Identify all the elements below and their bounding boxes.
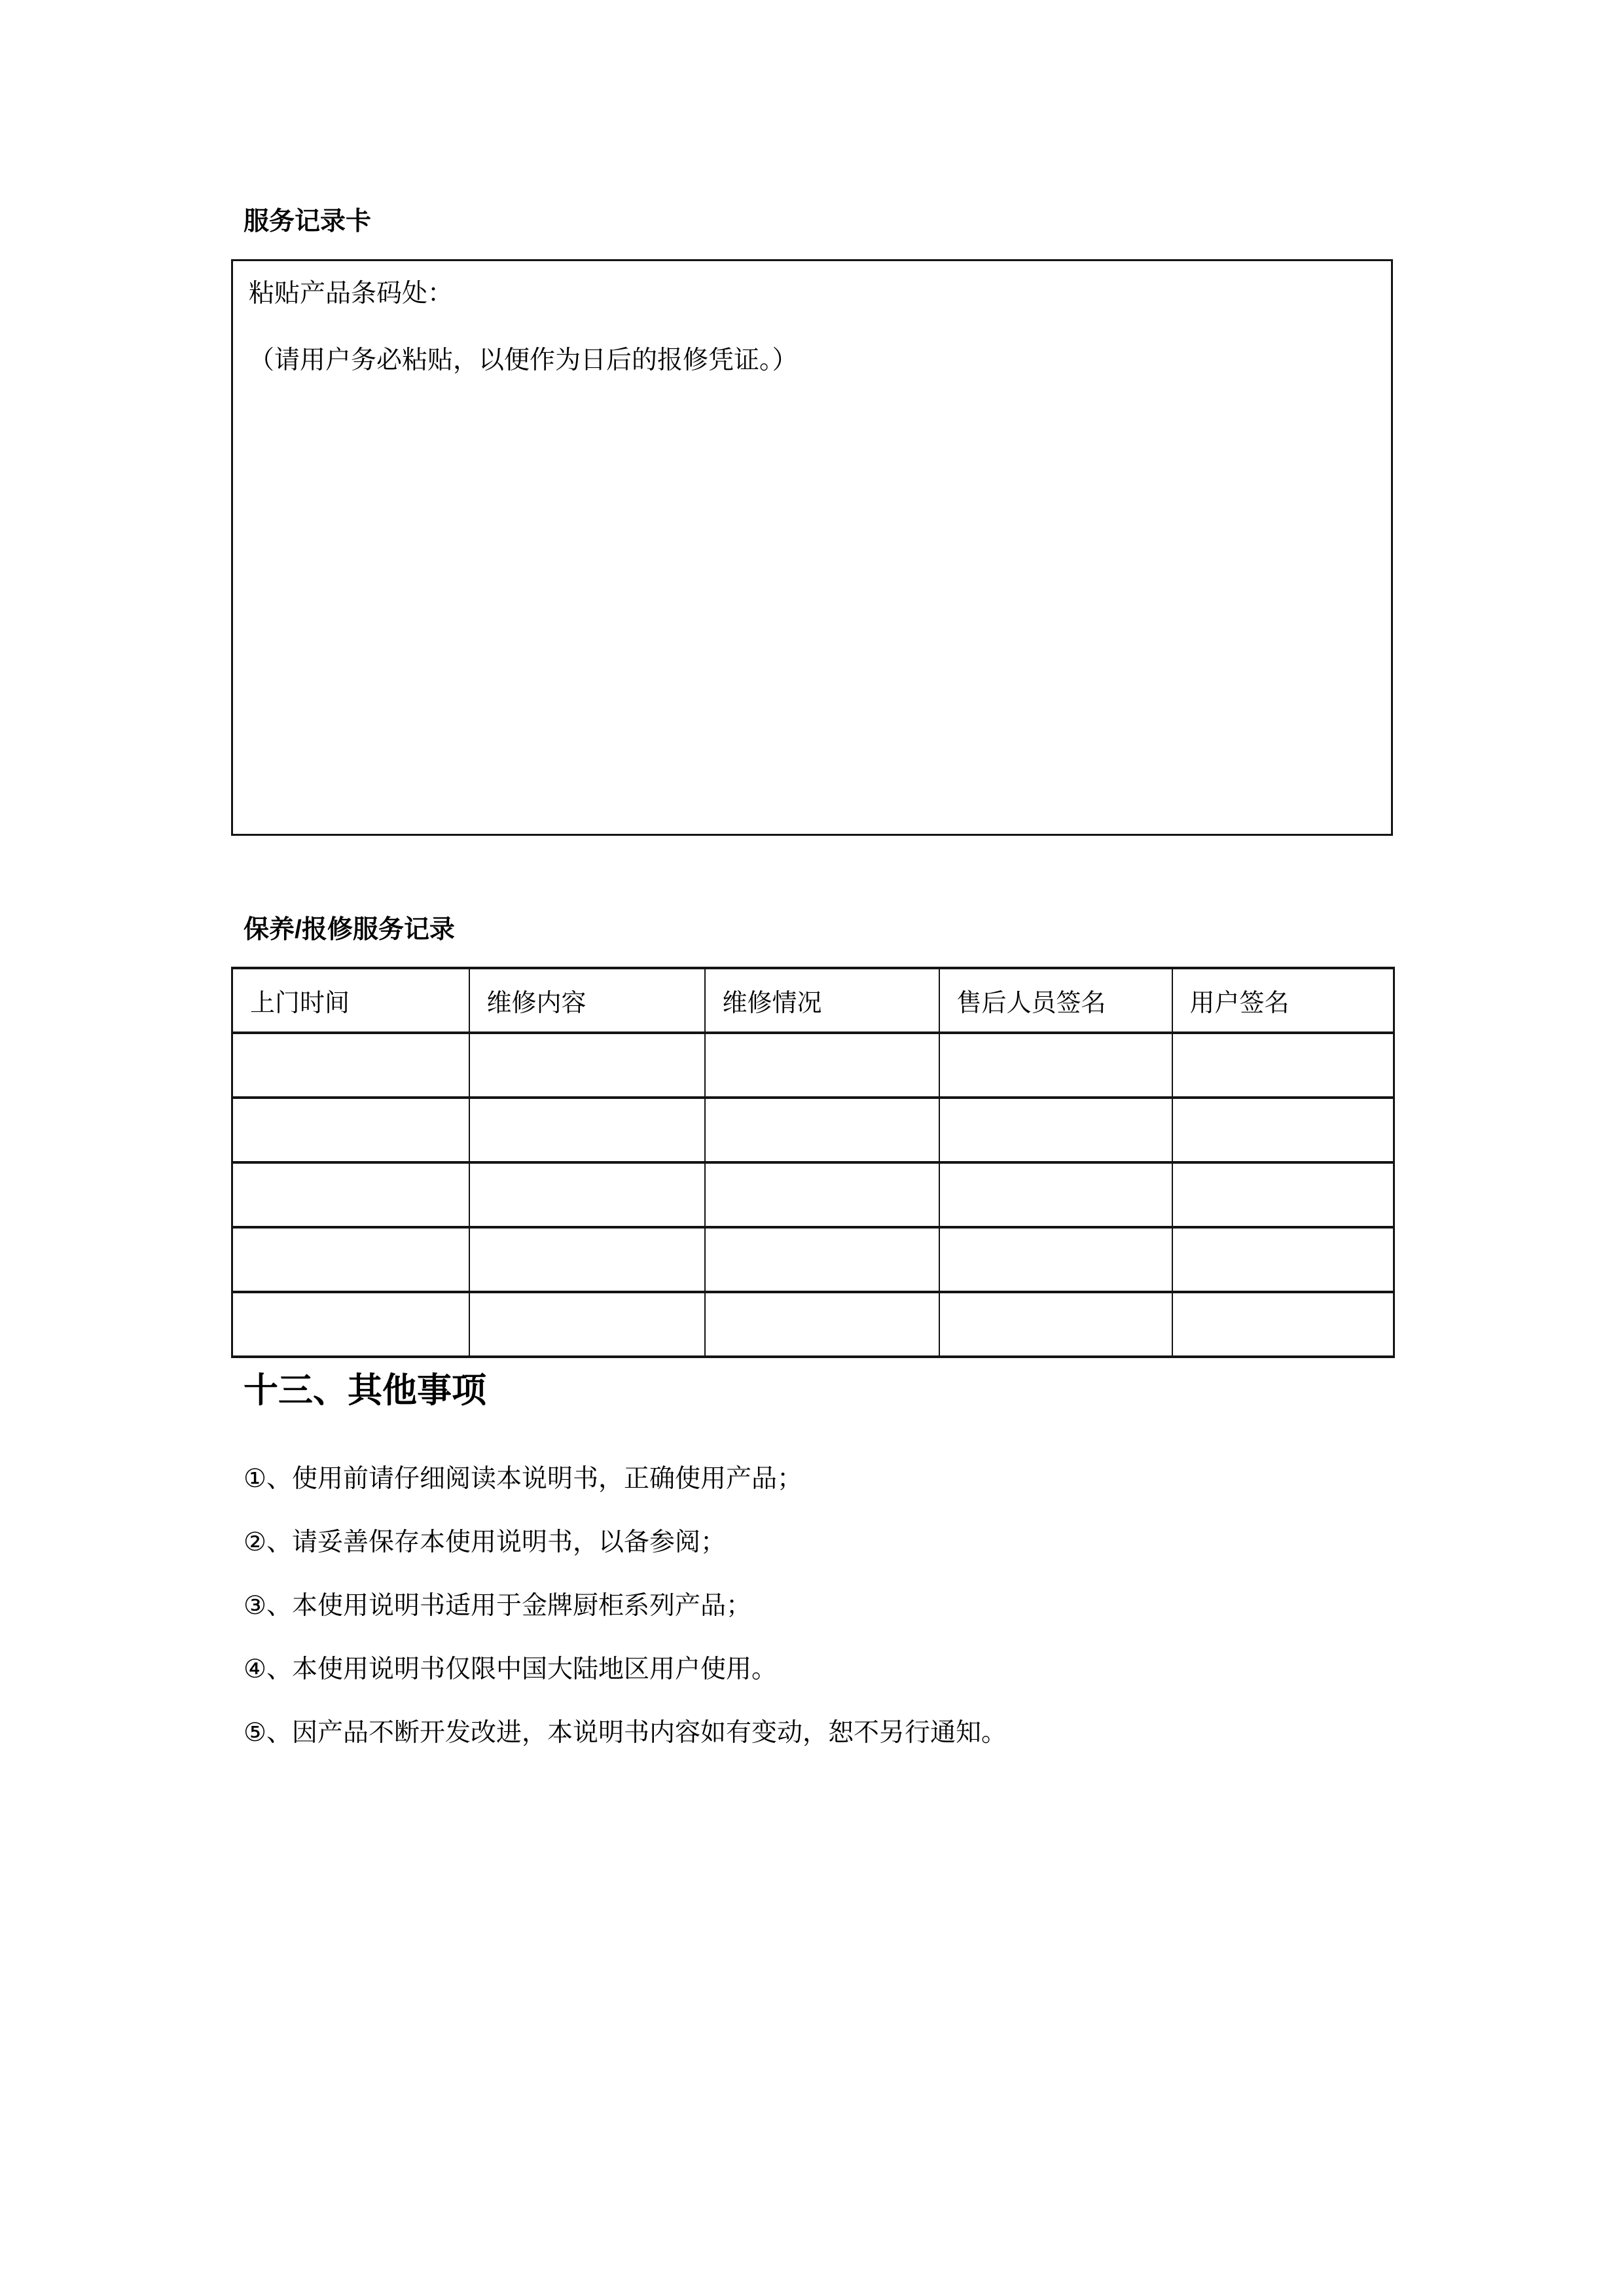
table-cell-empty [469, 1227, 705, 1292]
table-cell-empty [469, 1033, 705, 1098]
maintenance-records-table [231, 967, 1395, 1358]
note-item-3: ③、本使用说明书适用于金牌厨柜系列产品； [244, 1592, 751, 1620]
table-cell-empty [705, 1292, 939, 1357]
column-header-user-signature: 用户签名 [1172, 968, 1394, 1033]
table-cell-empty [705, 1098, 939, 1162]
table-cell-empty [1172, 1033, 1394, 1098]
table-cell-empty [939, 1162, 1172, 1227]
column-header-visit-time: 上门时间 [232, 968, 469, 1033]
table-cell-empty [939, 1227, 1172, 1292]
note-item-4: ④、本使用说明书仅限中国大陆地区用户使用。 [244, 1655, 777, 1683]
table-cell-empty [1172, 1292, 1394, 1357]
note-item-2: ②、请妥善保存本使用说明书，以备参阅； [244, 1528, 726, 1556]
note-item-5: ⑤、因产品不断开发改进，本说明书内容如有变动，恕不另行通知。 [244, 1719, 1007, 1747]
table-cell-empty [939, 1033, 1172, 1098]
barcode-paste-box [231, 259, 1393, 836]
table-cell-empty [705, 1227, 939, 1292]
table-cell-empty [232, 1292, 469, 1357]
service-record-card-title: 服务记录卡 [244, 207, 372, 236]
table-cell-empty [232, 1098, 469, 1162]
table-row [232, 1033, 1394, 1098]
table-cell-empty [1172, 1227, 1394, 1292]
table-cell-empty [469, 1292, 705, 1357]
table-row [232, 1098, 1394, 1162]
other-notes-list [244, 1463, 1007, 1781]
table-cell-empty [1172, 1162, 1394, 1227]
table-cell-empty [232, 1227, 469, 1292]
barcode-paste-note: （请用户务必粘贴，以便作为日后的报修凭证。） [249, 346, 798, 374]
table-cell-empty [469, 1098, 705, 1162]
table-cell-empty [469, 1162, 705, 1227]
table-cell-empty [705, 1033, 939, 1098]
table-row [232, 1162, 1394, 1227]
table-row [232, 1227, 1394, 1292]
table-cell-empty [939, 1098, 1172, 1162]
column-header-staff-signature: 售后人员签名 [939, 968, 1172, 1033]
table-row [232, 1292, 1394, 1357]
barcode-paste-label: 粘贴产品条码处： [249, 279, 454, 308]
table-cell-empty [232, 1162, 469, 1227]
table-header-row [232, 968, 1394, 1033]
table-cell-empty [939, 1292, 1172, 1357]
table-cell-empty [232, 1033, 469, 1098]
column-header-repair-content: 维修内容 [469, 968, 705, 1033]
table-cell-empty [1172, 1098, 1394, 1162]
other-notes-section-title: 十三、其他事项 [244, 1371, 486, 1410]
note-item-1: ①、使用前请仔细阅读本说明书，正确使用产品； [244, 1465, 803, 1493]
column-header-repair-status: 维修情况 [705, 968, 939, 1033]
maintenance-records-title: 保养/报修服务记录 [244, 916, 455, 944]
table-cell-empty [705, 1162, 939, 1227]
